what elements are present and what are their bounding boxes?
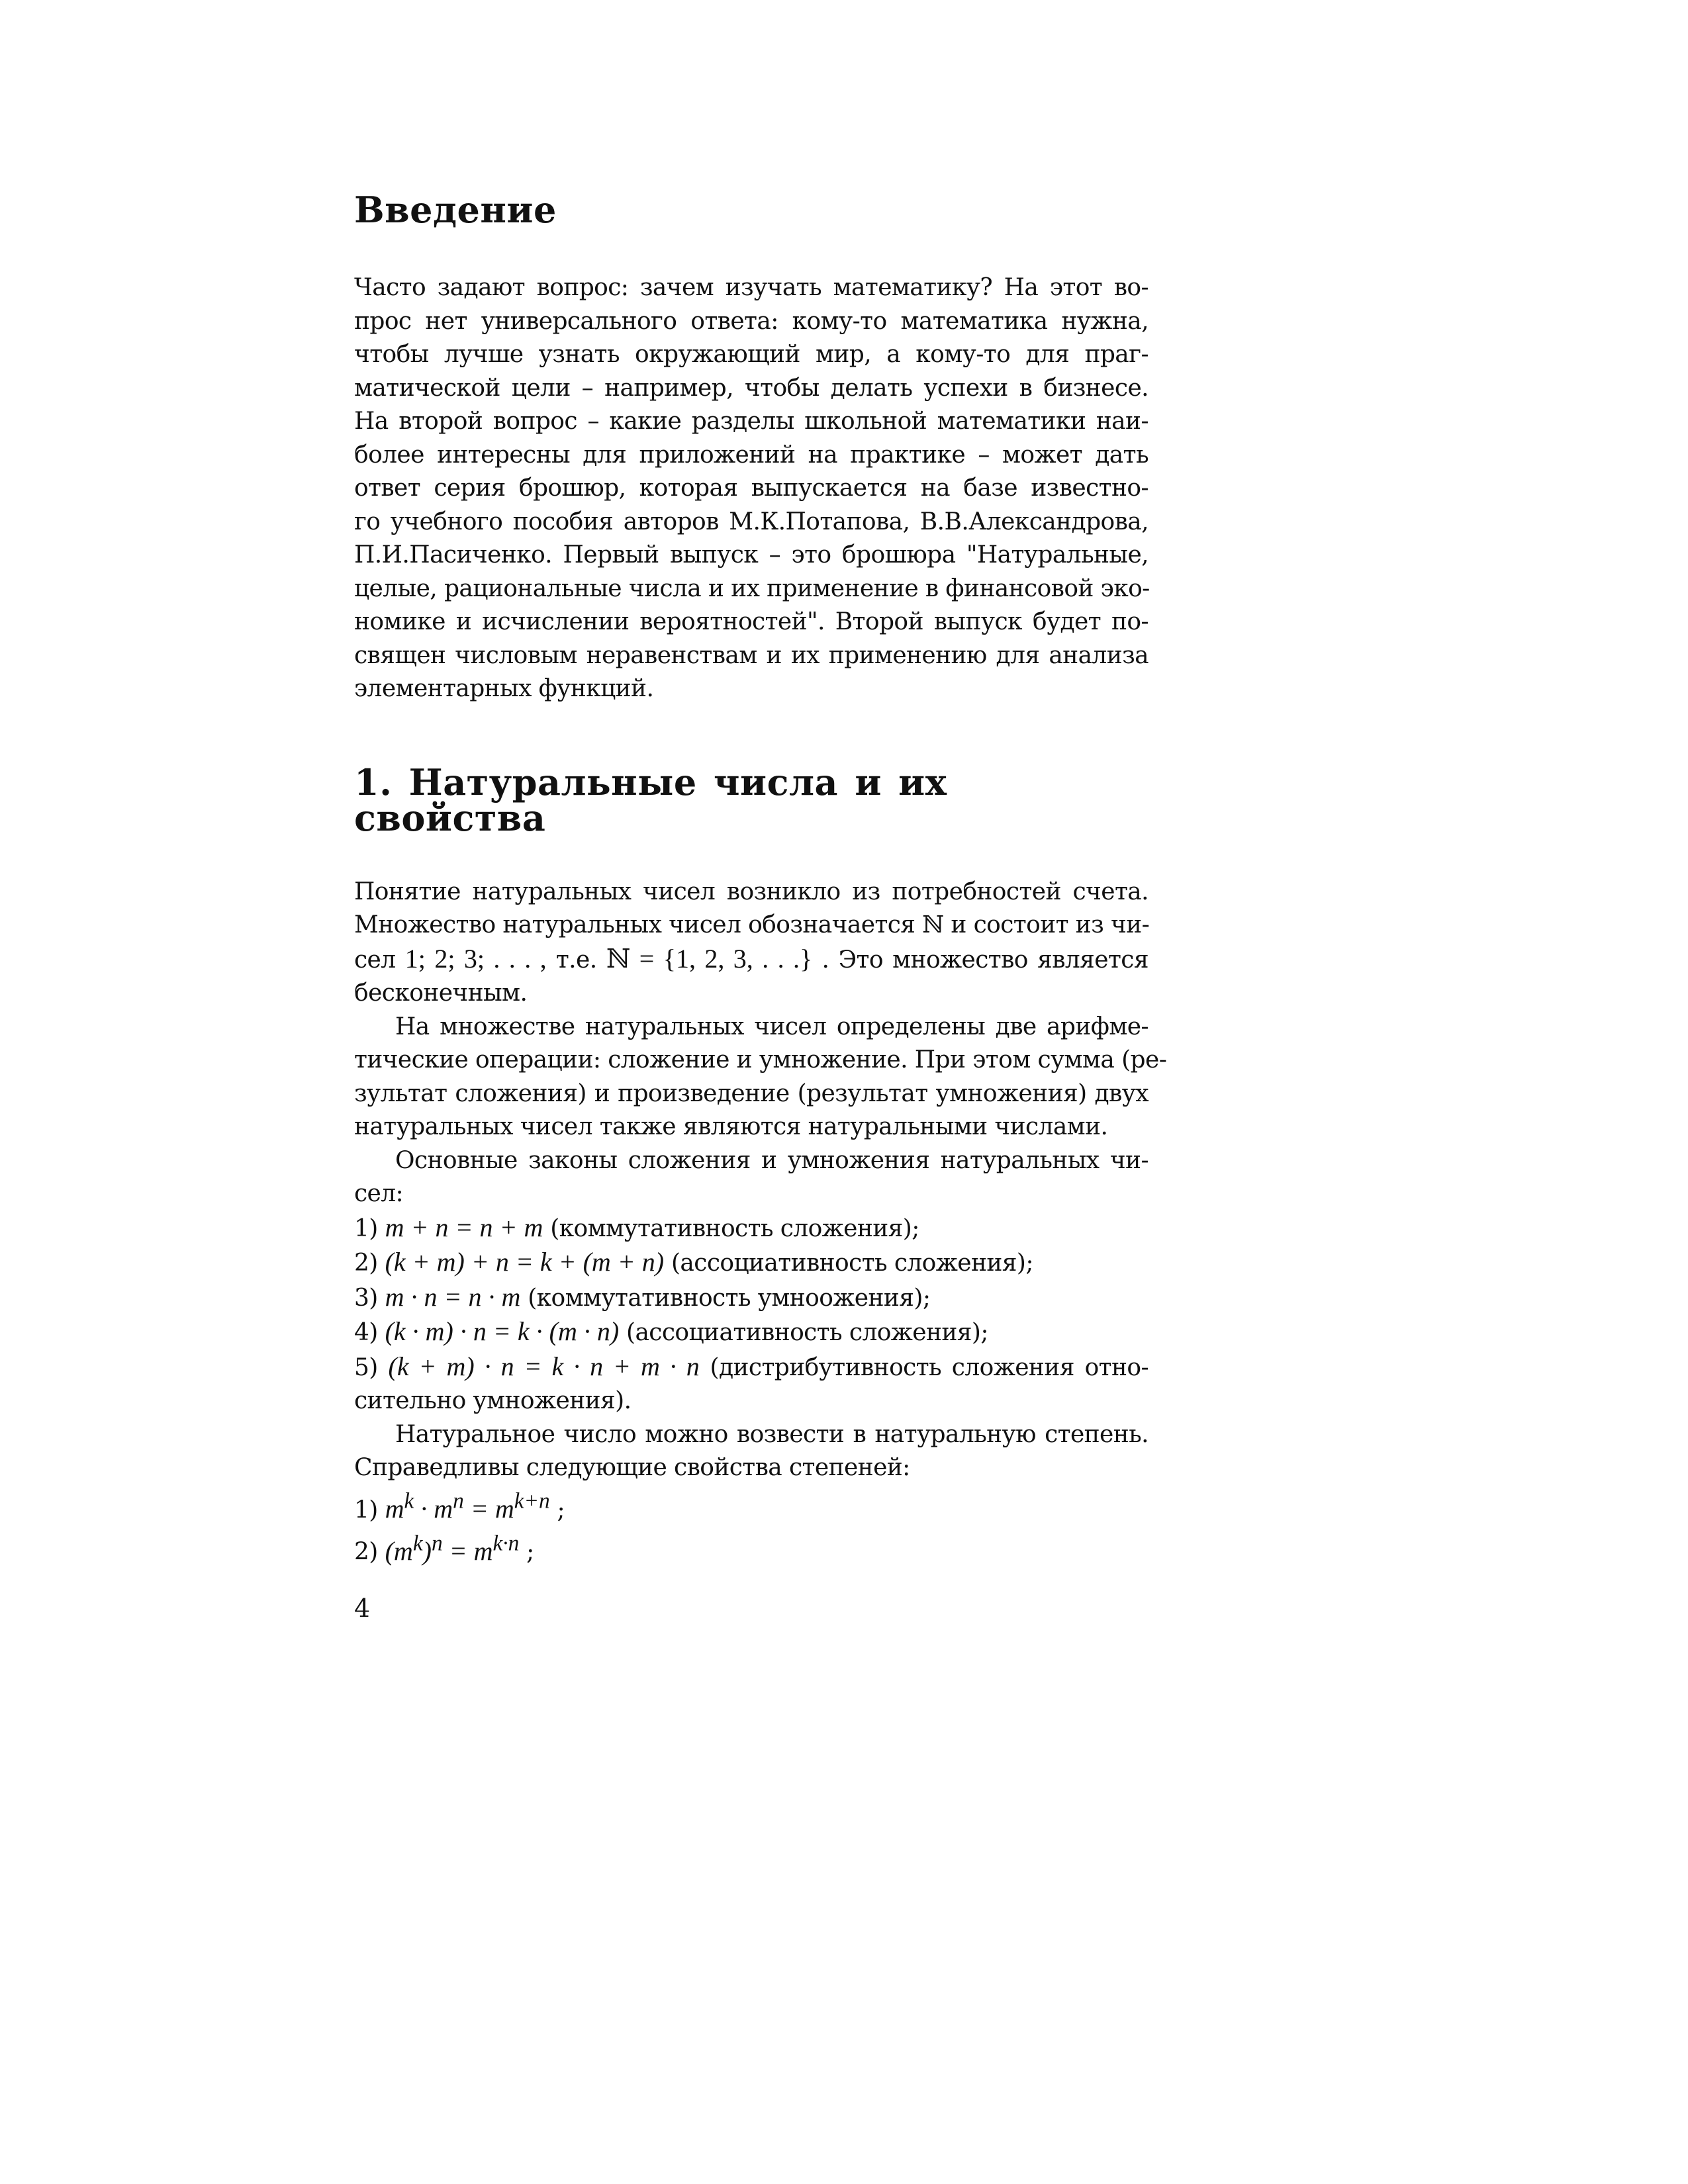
math-operator: ·: [420, 1493, 428, 1524]
text-line: элементарных функций.: [354, 675, 654, 702]
power-property: [354, 1485, 1149, 1527]
text-line: На множестве натуральных чисел определены две арифме-: [395, 1013, 1149, 1040]
text-line: тические операции: сложение и умножение. При этом сумма (ре-: [354, 1046, 1167, 1073]
math-exponent: k·n: [492, 1531, 520, 1556]
text-line: номике и исчислении вероятностей". Второй выпуск будет по-: [354, 608, 1149, 635]
math-base: m: [393, 1535, 413, 1566]
text-line: Понятие натуральных чисел возникло из потребностей счета.: [354, 878, 1149, 905]
math-exponent: k+n: [514, 1488, 550, 1514]
page-content: [354, 189, 1167, 1623]
text-line: натуральных чисел также являются натуральными числами.: [354, 1113, 1108, 1140]
text-fragment: . Это множество является: [812, 946, 1149, 974]
law-formula: (k · m) · n = k · (m · n): [385, 1316, 620, 1346]
math-paren: ): [422, 1535, 432, 1566]
math-exponent: n: [431, 1531, 443, 1556]
math-equals: =: [470, 1493, 489, 1524]
intro-paragraph: [354, 271, 1149, 706]
law-number: 4): [354, 1319, 378, 1346]
text-line: чтобы лучше узнать окружающий мир, а кому-то для праг-: [354, 341, 1149, 368]
law-item: [354, 1211, 1149, 1246]
text-line: Основные законы сложения и умножения натуральных чи-: [395, 1146, 1149, 1174]
law-number: 3): [354, 1284, 378, 1312]
text-line: целые, рациональные числа и их применение в финансовой эко-: [354, 574, 1150, 602]
power-property: [354, 1527, 1149, 1569]
math-base: m: [473, 1535, 493, 1566]
intro-heading: Введение: [354, 189, 557, 231]
math-exponent: k: [412, 1531, 423, 1556]
law-item: [354, 1281, 1149, 1316]
law-formula: (k + m) + n = k + (m + n): [385, 1247, 665, 1277]
math-set: ℕ = {1, 2, 3, . . .}: [606, 943, 813, 974]
math-equals: =: [449, 1535, 467, 1566]
property-number: 1): [354, 1496, 378, 1524]
section-heading: 1. Натуральные числа и их свойства: [354, 760, 947, 839]
property-number: 2): [354, 1538, 378, 1566]
section-paragraph-2: [354, 1011, 1167, 1144]
text-line: Натуральное число можно возвести в натуральную степень.: [395, 1420, 1149, 1448]
law-formula: m + n = n + m: [385, 1212, 543, 1242]
section-paragraph-4: [354, 1418, 1149, 1485]
math-exponent: n: [453, 1488, 464, 1514]
law-item: [354, 1350, 1149, 1385]
law-description: (коммутативность сложения);: [550, 1214, 919, 1242]
powers-list: [354, 1485, 1149, 1570]
law-item: [354, 1315, 1149, 1350]
text-line: прос нет универсального ответа: кому-то математика нужна,: [354, 307, 1149, 335]
power-formula: [385, 1488, 550, 1524]
laws-list: [354, 1211, 1149, 1418]
text-line: го учебного пособия авторов М.К.Потапова, В.В.Александрова,: [354, 508, 1149, 535]
math-base: m: [434, 1493, 453, 1524]
law-description: (ассоциативность сложения);: [671, 1250, 1033, 1277]
text-line-with-math: [354, 942, 1149, 978]
power-formula: [385, 1531, 520, 1566]
text-fragment: т.е.: [546, 946, 606, 974]
math-terminator: ;: [557, 1496, 565, 1524]
page-number: 4: [354, 1594, 371, 1623]
text-line: Множество натуральных чисел обозначается ℕ и состоит из чи-: [354, 911, 1150, 938]
text-fragment: сел: [354, 946, 405, 974]
text-line: На второй вопрос – какие разделы школьной математики наи-: [354, 408, 1149, 435]
text-line: матической цели – например, чтобы делать успехи в бизнесе.: [354, 374, 1149, 402]
section-paragraph-1: [354, 876, 1149, 1011]
text-line: ответ серия брошюр, которая выпускается на базе известно-: [354, 475, 1149, 502]
text-line: Часто задают вопрос: зачем изучать математику? На этот во-: [354, 274, 1149, 301]
math-sequence: 1; 2; 3; . . . ,: [404, 943, 547, 974]
law-item: [354, 1246, 1149, 1281]
law-number: 1): [354, 1214, 378, 1242]
law-formula: (k + m) · n = k · n + m · n: [388, 1351, 700, 1381]
law-number: 5): [354, 1353, 378, 1381]
math-exponent: k: [404, 1488, 414, 1514]
law-description: (ассоциативность сложения);: [626, 1319, 988, 1346]
math-base: m: [385, 1493, 404, 1524]
text-line: священ числовым неравенствам и их применению для анализа: [354, 641, 1149, 669]
math-base: m: [494, 1493, 514, 1524]
section-paragraph-3: [354, 1144, 1149, 1211]
text-line: Справедливы следующие свойства степеней:: [354, 1454, 910, 1481]
law-number: 2): [354, 1250, 378, 1277]
law-continuation: сительно умножения).: [354, 1387, 632, 1414]
math-terminator: ;: [526, 1538, 534, 1566]
text-line: сел:: [354, 1180, 404, 1207]
text-line: бесконечным.: [354, 979, 528, 1007]
law-description: (коммутативность умноожения);: [528, 1284, 931, 1312]
law-formula: m · n = n · m: [385, 1281, 521, 1312]
math-paren: (: [385, 1535, 394, 1566]
text-line: П.И.Пасиченко. Первый выпуск – это брошюра "Натуральные,: [354, 541, 1149, 569]
text-line: более интересны для приложений на практике – может дать: [354, 441, 1149, 469]
law-description: (дистрибутивность сложения отно-: [710, 1353, 1149, 1381]
text-line: зультат сложения) и произведение (результат умножения) двух: [354, 1079, 1149, 1107]
